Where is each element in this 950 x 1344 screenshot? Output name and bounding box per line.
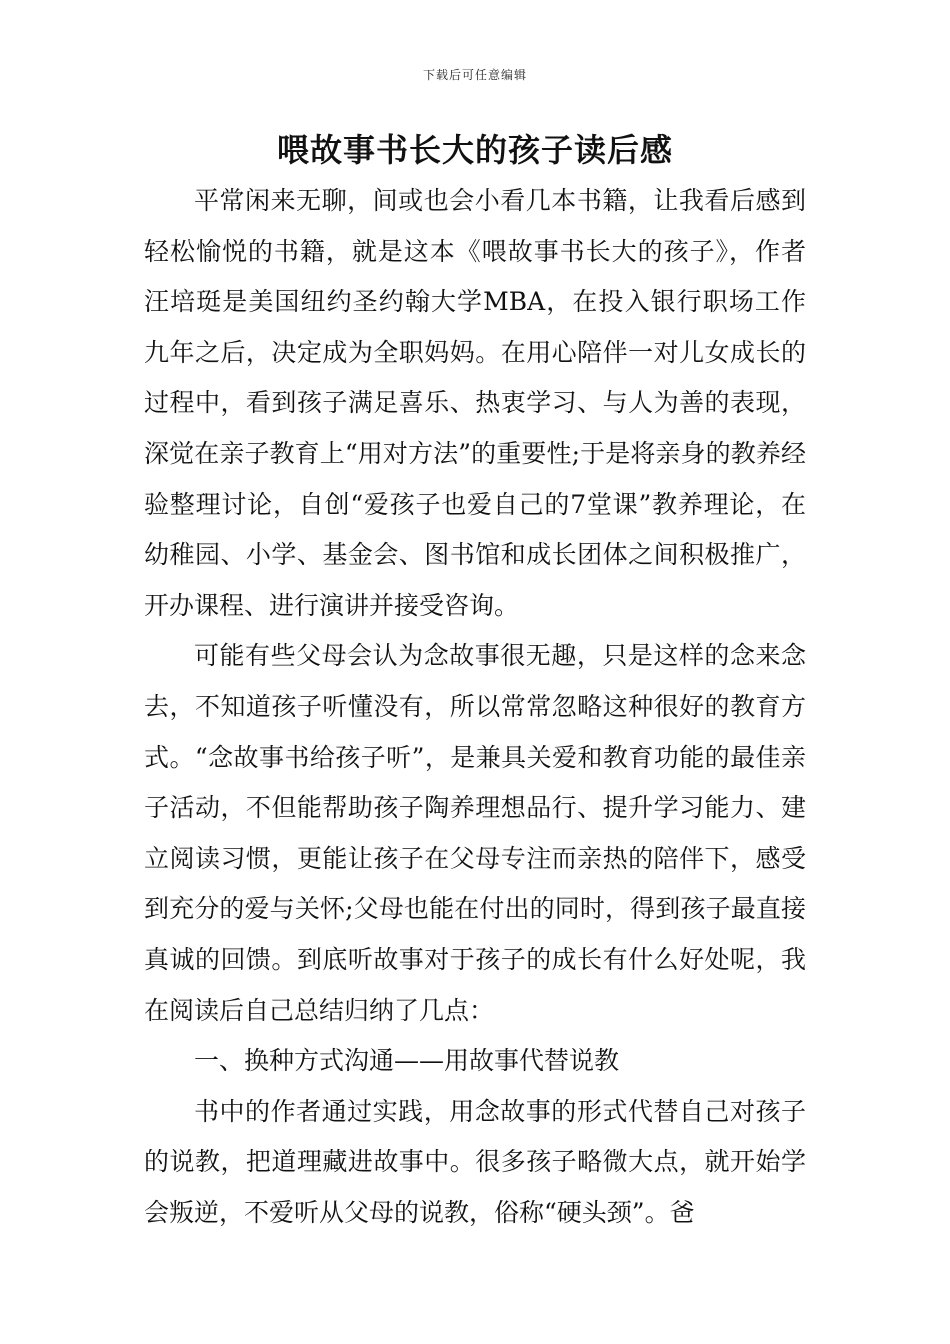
header-note: 下载后可任意编辑 — [422, 68, 527, 82]
paragraph-section-one: 书中的作者通过实践，用念故事的形式代替自己对孩子的说教，把道理藏进故事中。很多孩子略微大点，就开始学会叛逆，不爱听从父母的说教，俗称“硬头颈”。爸 — [144, 1096, 806, 1227]
paragraph-intro: 平常闲来无聊，间或也会小看几本书籍，让我看后感到轻松愉悦的书籍，就是这本《喂故事书长大的孩子》，作者汪培珽是美国纽约圣约翰大学MBA，在投入银行职场工作九年之后，决定成为全职妈妈。在用心陪伴一对儿女成长的过程中，看到孩子满足喜乐、热衷学习、与人为善的表现，深觉在亲子教育上“用对方法”的重要性;于是将亲身的教养经验整理讨论，自创“爱孩子也爱自己的7堂课”教养理论，在幼稚园、小学、基金会、图书馆和成长团体之间积极推广，开办课程、进行演讲并接受咨询。 — [144, 186, 806, 620]
document-body — [144, 176, 806, 1238]
section-heading: 一、换种方式沟通——用故事代替说教 — [194, 1046, 620, 1076]
paragraph-storytelling: 可能有些父母会认为念故事很无趣，只是这样的念来念去，不知道孩子听懂没有，所以常常忽略这种很好的教育方式。“念故事书给孩子听”，是兼具关爱和教育功能的最佳亲子活动，不但能帮助孩子陶养理想品行、提升学习能力、建立阅读习惯，更能让孩子在父母专注而亲热的陪伴下，感受到充分的爱与关怀;父母也能在付出的同时，得到孩子最直接真诚的回馈。到底听故事对于孩子的成长有什么好处呢，我在阅读后自己总结归纳了几点： — [144, 641, 806, 1025]
document-title: 喂故事书长大的孩子读后感 — [276, 131, 673, 169]
